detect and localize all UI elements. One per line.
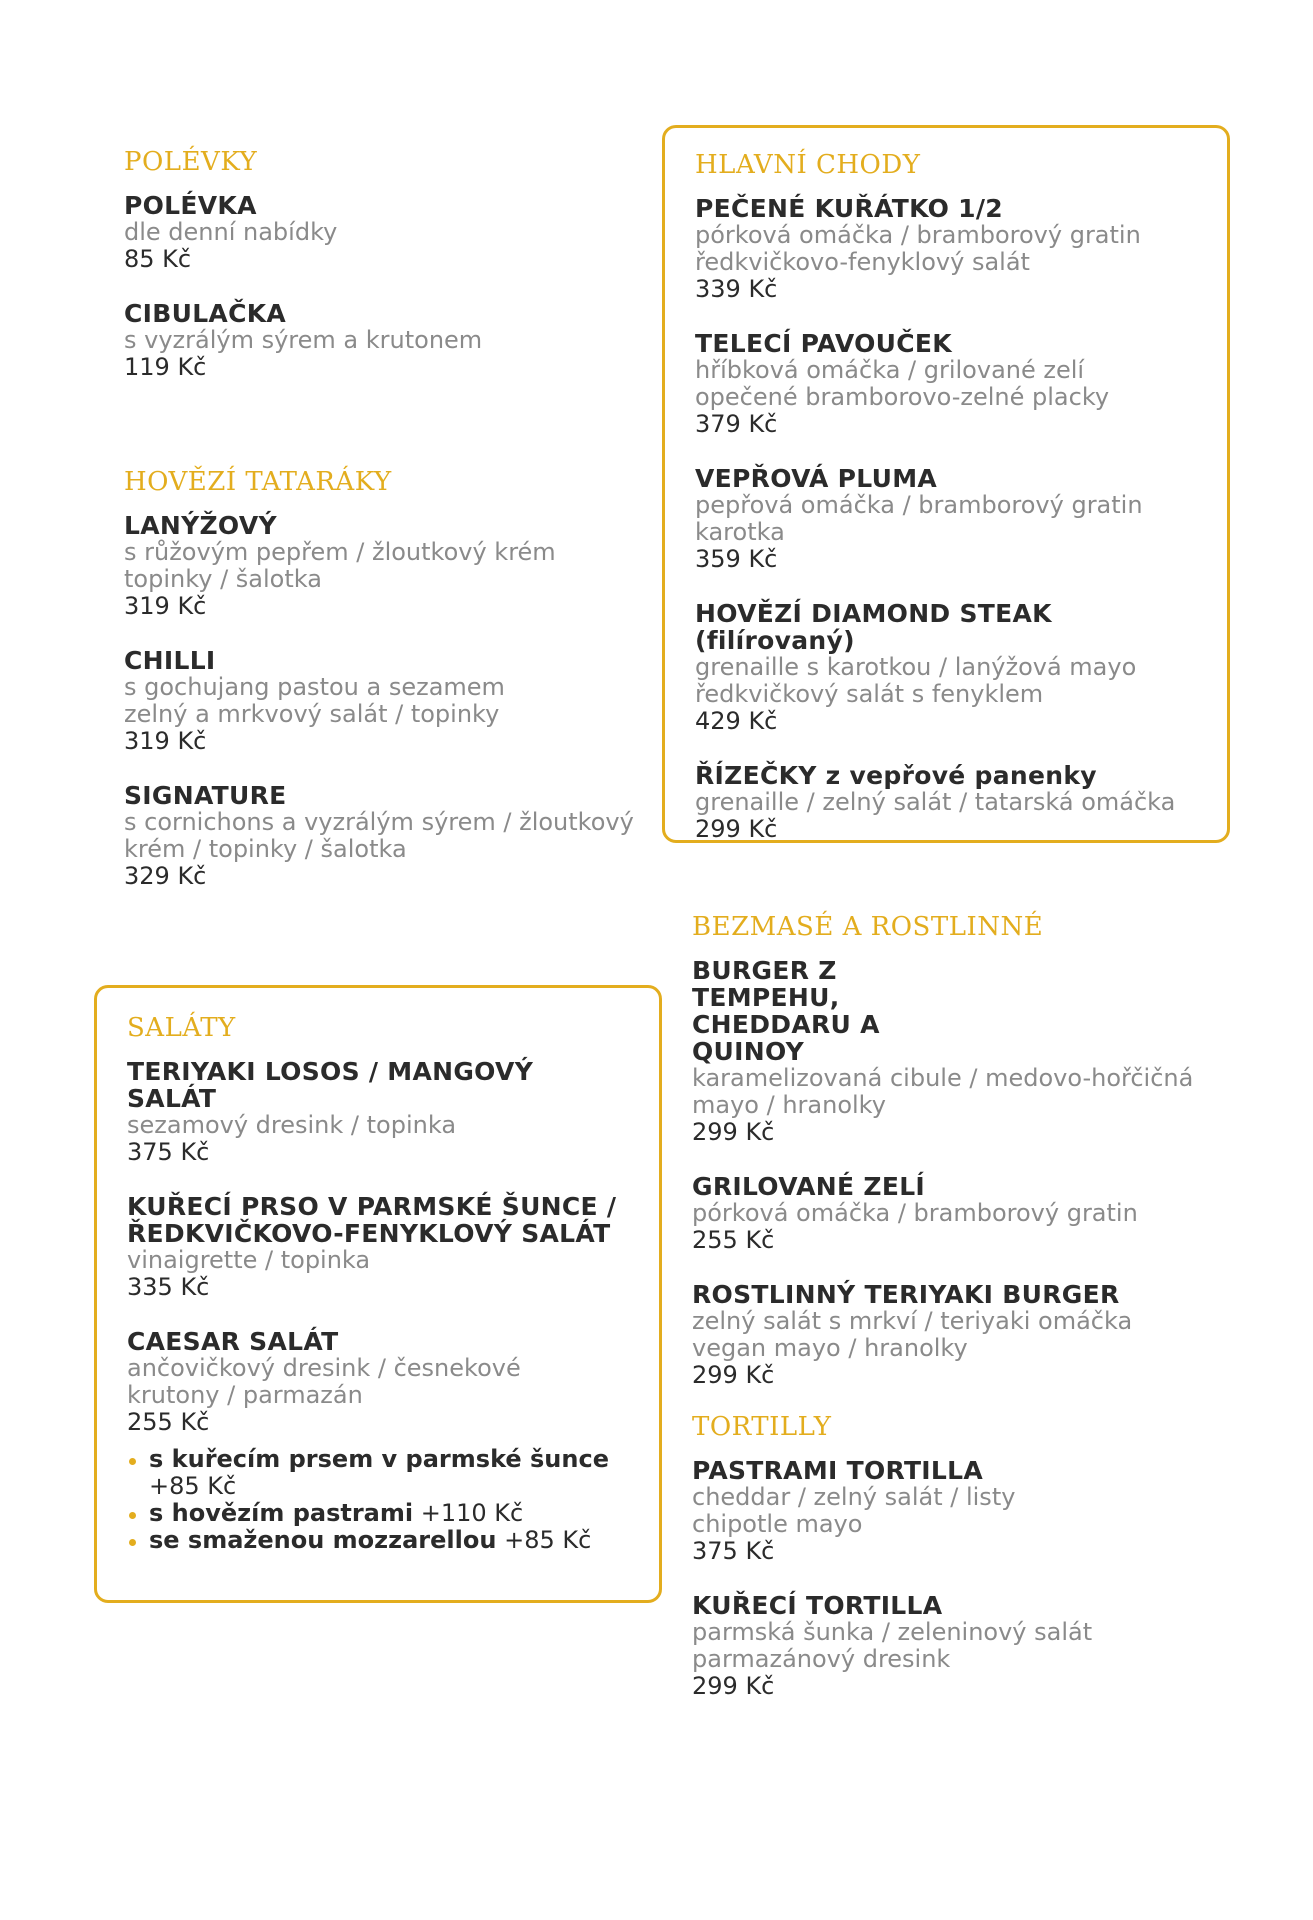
item-description: pórková omáčka / bramborový gratin ředkvičkovo-fenyklový salát xyxy=(695,221,1141,276)
extra-label: s hovězím pastrami xyxy=(149,1499,414,1527)
section-bezmase xyxy=(692,911,1232,1416)
item-name: CHILLI xyxy=(124,646,216,675)
item-name: VEPŘOVÁ PLUMA xyxy=(695,464,938,493)
extra-option xyxy=(127,1527,629,1554)
extra-price: +85 Kč xyxy=(504,1526,592,1554)
extra-price: +110 Kč xyxy=(420,1499,524,1527)
item-description: grenaille / zelný salát / tatarská omáčka xyxy=(695,788,1176,816)
section-title: HLAVNÍ CHODY xyxy=(695,150,921,180)
item-description: pepřová omáčka / bramborový gratin karotka xyxy=(695,491,1143,546)
item-description: karamelizovaná cibule / medovo-hořčičná mayo / hranolky xyxy=(692,1064,1194,1119)
menu-item xyxy=(127,1193,629,1301)
item-name: LANÝŽOVÝ xyxy=(124,511,277,540)
menu-item xyxy=(124,647,644,755)
item-description: s růžovým pepřem / žloutkový krém topinky / šalotka xyxy=(124,538,556,593)
item-name: CIBULAČKA xyxy=(124,299,287,328)
item-description: grenaille s karotkou / lanýžová mayo ředkvičkový salát s fenyklem xyxy=(695,653,1137,708)
menu-item xyxy=(124,300,644,381)
menu-item xyxy=(692,1457,1232,1565)
menu-item xyxy=(695,465,1197,573)
menu-item xyxy=(692,1281,1232,1389)
item-price: 335 Kč xyxy=(127,1273,210,1301)
extra-option xyxy=(127,1500,629,1527)
section-title: BEZMASÉ A ROSTLINNÉ xyxy=(692,912,1044,942)
section-hlavni-chody xyxy=(662,125,1230,843)
section-title: TORTILLY xyxy=(692,1412,832,1442)
item-description: parmská šunka / zeleninový salát parmazánový dresink xyxy=(692,1618,1093,1673)
item-description: s gochujang pastou a sezamem zelný a mrkvový salát / topinky xyxy=(124,673,505,728)
item-price: 319 Kč xyxy=(124,592,207,620)
item-price: 429 Kč xyxy=(695,707,778,735)
item-description: s vyzrálým sýrem a krutonem xyxy=(124,326,483,354)
item-name: KUŘECÍ TORTILLA xyxy=(692,1591,943,1620)
item-name: ROSTLINNÝ TERIYAKI BURGER xyxy=(692,1280,1120,1309)
item-name: CAESAR SALÁT xyxy=(127,1327,339,1356)
item-price: 339 Kč xyxy=(695,275,778,303)
item-name: TELECÍ PAVOUČEK xyxy=(695,329,952,358)
extras-list xyxy=(127,1446,629,1554)
item-name: TERIYAKI LOSOS / MANGOVÝ SALÁT xyxy=(127,1057,534,1113)
item-price: 255 Kč xyxy=(692,1226,775,1254)
item-price: 299 Kč xyxy=(692,1361,775,1389)
menu-item xyxy=(127,1328,629,1436)
item-name: GRILOVANÉ ZELÍ xyxy=(692,1172,926,1201)
item-description: pórková omáčka / bramborový gratin xyxy=(692,1199,1138,1227)
item-name: HOVĚZÍ DIAMOND STEAK (filírovaný) xyxy=(695,599,1052,655)
item-description: dle denní nabídky xyxy=(124,218,338,246)
extra-label: s kuřecím prsem v parmské šunce xyxy=(149,1445,609,1473)
menu-item xyxy=(124,512,644,620)
item-name: ŘÍZEČKY z vepřové panenky xyxy=(695,761,1097,790)
item-description: vinaigrette / topinka xyxy=(127,1246,371,1274)
item-price: 299 Kč xyxy=(692,1672,775,1700)
section-tatarky xyxy=(124,466,644,917)
item-price: 319 Kč xyxy=(124,727,207,755)
menu-item xyxy=(692,957,1232,1146)
item-name: PEČENÉ KUŘÁTKO 1/2 xyxy=(695,194,1003,223)
item-description: hříbková omáčka / grilované zelí opečené bramborovo-zelné placky xyxy=(695,356,1110,411)
menu-item xyxy=(695,195,1197,303)
item-name: KUŘECÍ PRSO V PARMSKÉ ŠUNCE / ŘEDKVIČKOVO-FENYKLOVÝ SALÁT xyxy=(127,1192,617,1248)
menu-item xyxy=(124,192,644,273)
menu-item xyxy=(124,782,644,890)
extra-price: +85 Kč xyxy=(149,1472,237,1500)
item-price: 299 Kč xyxy=(692,1118,775,1146)
item-price: 255 Kč xyxy=(127,1408,210,1436)
item-price: 299 Kč xyxy=(695,815,778,843)
section-polevky xyxy=(124,146,644,408)
menu-item xyxy=(695,600,1197,735)
menu-item xyxy=(127,1058,629,1166)
item-price: 375 Kč xyxy=(127,1138,210,1166)
item-name: BURGER Z TEMPEHU, CHEDDARU A QUINOY xyxy=(692,956,880,1066)
section-title: SALÁTY xyxy=(127,1013,236,1043)
item-description: ančovičkový dresink / česnekové krutony / parmazán xyxy=(127,1354,521,1409)
item-description: cheddar / zelný salát / listy chipotle mayo xyxy=(692,1483,1016,1538)
section-tortilly xyxy=(692,1411,1232,1727)
item-price: 119 Kč xyxy=(124,353,207,381)
item-price: 375 Kč xyxy=(692,1537,775,1565)
section-title: POLÉVKY xyxy=(124,147,258,177)
item-name: PASTRAMI TORTILLA xyxy=(692,1456,984,1485)
item-name: POLÉVKA xyxy=(124,191,257,220)
menu-item xyxy=(695,330,1197,438)
extra-label: se smaženou mozzarellou xyxy=(149,1526,497,1554)
extra-option xyxy=(127,1446,629,1500)
item-description: sezamový dresink / topinka xyxy=(127,1111,457,1139)
item-description: zelný salát s mrkví / teriyaki omáčka vegan mayo / hranolky xyxy=(692,1307,1133,1362)
section-salaty xyxy=(94,985,662,1603)
item-price: 379 Kč xyxy=(695,410,778,438)
menu-item xyxy=(692,1173,1232,1254)
item-name: SIGNATURE xyxy=(124,781,287,810)
item-price: 359 Kč xyxy=(695,545,778,573)
menu-item xyxy=(692,1592,1232,1700)
item-price: 329 Kč xyxy=(124,862,207,890)
item-description: s cornichons a vyzrálým sýrem / žloutkový krém / topinky / šalotka xyxy=(124,808,634,863)
menu-item xyxy=(695,762,1197,843)
section-title: HOVĚZÍ TATARÁKY xyxy=(124,467,392,497)
item-price: 85 Kč xyxy=(124,245,192,273)
